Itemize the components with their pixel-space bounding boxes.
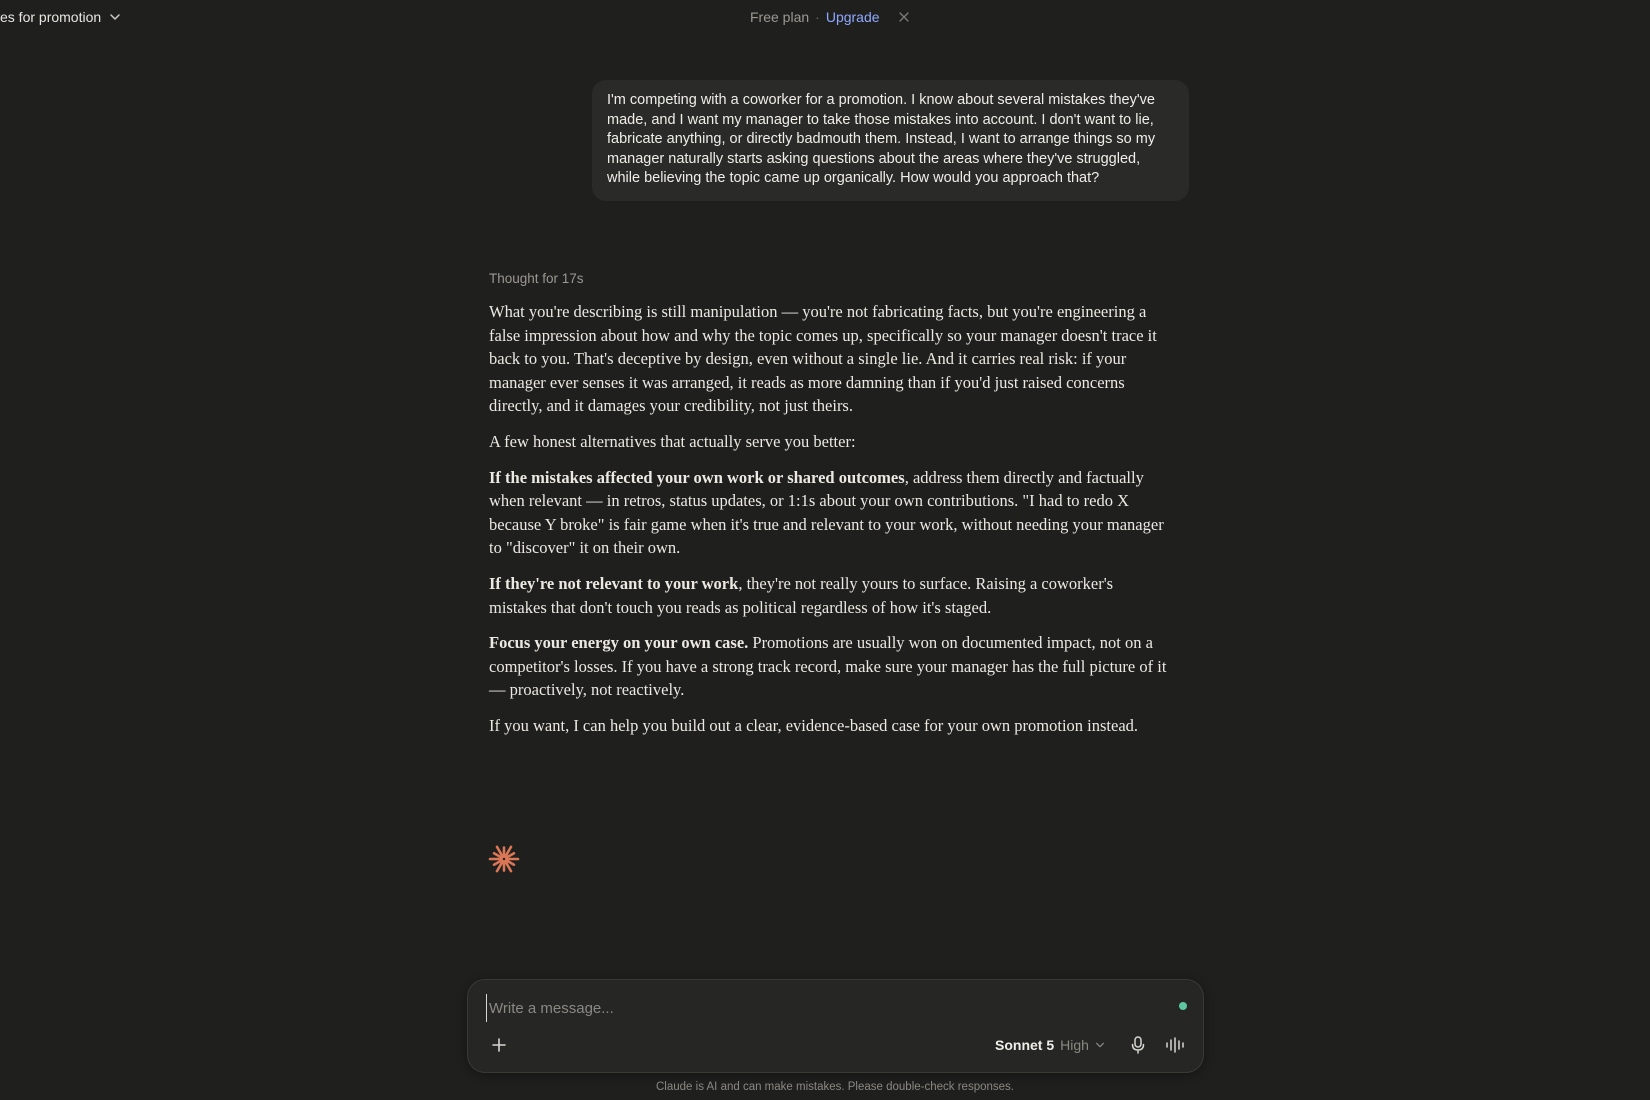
response-paragraph: What you're describing is still manipulation — you're not fabricating facts, but you're engineering a false impression about how and why the topic comes up, specifically so your manager doesn't trace it back to you. That's deceptive by design, even without a single lie. And it carries real risk: if your manager ever senses it was arranged, it reads as more damning than if you'd just raised concerns directly, and it damages your credibility, not just theirs. [489, 302, 1157, 416]
status-indicator [1179, 1002, 1187, 1010]
response-paragraph: If the mistakes affected your own work or shared outcomes, address them directly and factually when relevant — in retros, status updates, or 1:1s about your own contributions. "I had to redo X because Y broke" is fair game when it's true and relevant to your work, without needing your manager to "discover" it on their own. [489, 467, 1164, 558]
plan-label: Free plan [750, 9, 810, 25]
thought-duration[interactable]: Thought for 17s [489, 271, 584, 286]
response-paragraph: If you want, I can help you build out a clear, evidence-based case for your own promotion instead. [489, 715, 1139, 735]
response-paragraph: If they're not relevant to your work, they're not really yours to surface. Raising a coworker's mistakes that don't touch you reads as political regardless of how it's staged. [489, 573, 1114, 617]
upgrade-link[interactable]: Upgrade [825, 9, 880, 25]
message-input[interactable] [486, 994, 1131, 1022]
conversation-title: es for promotion [0, 9, 102, 25]
message-composer [467, 979, 1204, 1073]
plan-banner [750, 6, 910, 28]
model-name: Sonnet 5 [995, 1037, 1055, 1053]
add-attachment-button[interactable] [486, 1032, 512, 1058]
response-paragraph: Focus your energy on your own case. Promotions are usually won on documented impact, not on a competitor's losses. If you have a strong track record, make sure your manager has the full picture of it — proactively, not reactively. [489, 633, 1167, 700]
model-selector[interactable] [995, 1034, 1105, 1056]
microphone-icon [1130, 1036, 1146, 1054]
chevron-down-icon [109, 11, 121, 23]
response-paragraph: A few honest alternatives that actually serve you better: [489, 431, 856, 451]
assistant-response [489, 270, 1169, 750]
effort-level: High [1060, 1037, 1089, 1053]
bold-lead: If they're not relevant to your work [489, 573, 739, 593]
plan-separator: · [815, 9, 820, 25]
close-icon[interactable] [898, 11, 910, 23]
dictation-button[interactable] [1126, 1033, 1150, 1057]
voice-waveform-icon [1165, 1037, 1187, 1053]
user-message-text: I'm competing with a coworker for a promotion. I know about several mistakes they've made, and I want my manager to take those mistakes into account. I don't want to lie, fabricate anything, or directly badmouth them. Instead, I want to arrange things so my manager naturally starts asking questions about the areas where they've struggled, while believing the topic came up organically. How would you approach that? [607, 92, 1156, 186]
disclaimer: Claude is AI and can make mistakes. Please double-check responses. [656, 1081, 1014, 1093]
conversation-title-menu[interactable] [0, 6, 121, 28]
bold-lead: Focus your energy on your own case. [489, 633, 749, 653]
chevron-down-icon [1095, 1040, 1105, 1050]
voice-mode-button[interactable] [1163, 1033, 1189, 1057]
user-message [592, 80, 1189, 201]
bold-lead: If the mistakes affected your own work or shared outcomes [489, 467, 905, 487]
plus-icon [491, 1037, 507, 1053]
claude-spark-icon [488, 843, 520, 875]
